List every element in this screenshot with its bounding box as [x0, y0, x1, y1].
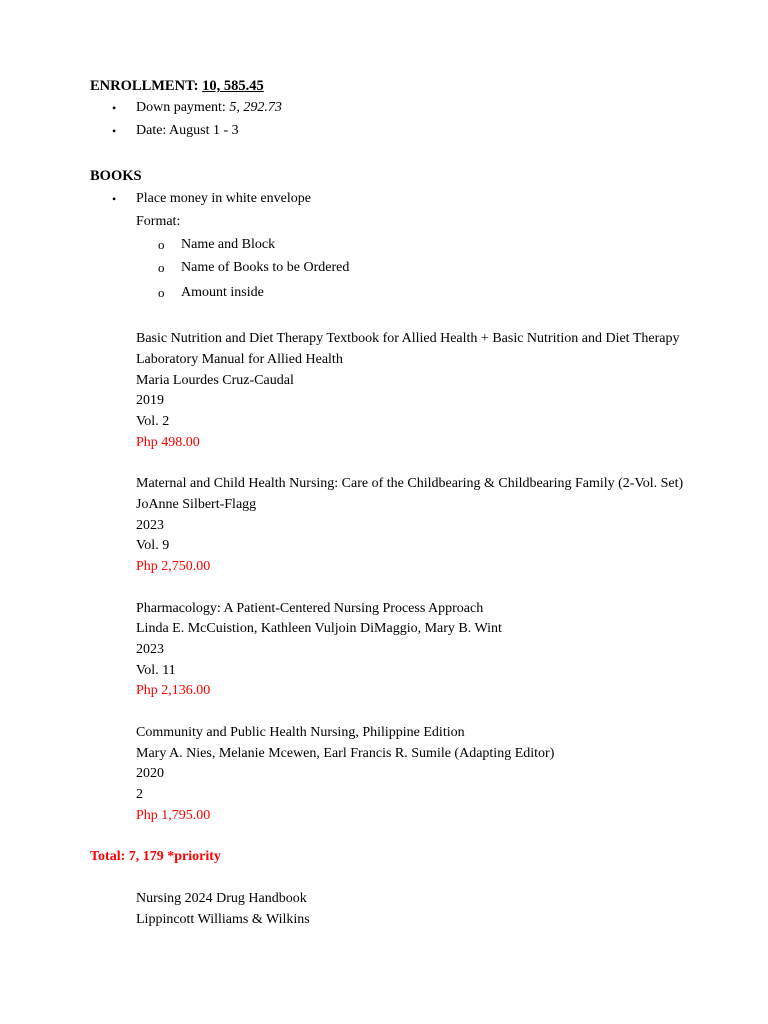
- book-author: JoAnne Silbert-Flagg: [136, 497, 257, 512]
- book-year: 2019: [136, 393, 164, 408]
- book-price: Php 1,795.00: [136, 808, 211, 823]
- bullet-icon: •: [112, 124, 117, 138]
- book-title: Nursing 2024 Drug Handbook: [136, 891, 307, 906]
- enrollment-amount: 10, 585.45: [202, 78, 264, 94]
- circle-bullet-icon: o: [158, 285, 165, 300]
- down-payment-value: 5, 292.73: [229, 100, 282, 115]
- enrollment-heading: [90, 77, 264, 95]
- format-label: Format:: [136, 214, 181, 229]
- format-item: Name and Block: [181, 237, 276, 252]
- book-title-continued: Laboratory Manual for Allied Health: [136, 352, 343, 367]
- book-year: 2023: [136, 518, 164, 533]
- book-publisher: Lippincott Williams & Wilkins: [136, 912, 310, 927]
- book-title: Community and Public Health Nursing, Philippine Edition: [136, 725, 465, 740]
- format-item: Amount inside: [181, 285, 264, 300]
- book-title: Pharmacology: A Patient-Centered Nursing Process Approach: [136, 601, 484, 616]
- book-author: Mary A. Nies, Melanie Mcewen, Earl Francis R. Sumile (Adapting Editor): [136, 746, 555, 761]
- book-price: Php 498.00: [136, 435, 200, 450]
- books-instruction: Place money in white envelope: [136, 191, 311, 206]
- enrollment-date: Date: August 1 - 3: [136, 123, 239, 138]
- book-author: Maria Lourdes Cruz-Caudal: [136, 373, 294, 388]
- enrollment-label: ENROLLMENT:: [90, 78, 199, 94]
- book-price: Php 2,136.00: [136, 683, 211, 698]
- book-author: Linda E. McCuistion, Kathleen Vuljoin DiMaggio, Mary B. Wint: [136, 621, 502, 636]
- total-line: Total: 7, 179 *priority: [90, 849, 221, 864]
- book-volume: Vol. 9: [136, 538, 170, 553]
- book-price: Php 2,750.00: [136, 559, 211, 574]
- circle-bullet-icon: o: [158, 260, 165, 275]
- book-title: Maternal and Child Health Nursing: Care of the Childbearing & Childbearing Family (2-Vol. Set): [136, 476, 684, 491]
- circle-bullet-icon: o: [158, 237, 165, 252]
- book-volume: 2: [136, 787, 143, 802]
- book-volume: Vol. 11: [136, 663, 176, 678]
- bullet-icon: •: [112, 101, 117, 115]
- books-heading: BOOKS: [90, 168, 142, 184]
- book-title: Basic Nutrition and Diet Therapy Textbook for Allied Health + Basic Nutrition and Diet Therapy: [136, 331, 680, 346]
- book-volume: Vol. 2: [136, 414, 170, 429]
- down-payment-label: Down payment:: [136, 100, 226, 115]
- format-item: Name of Books to be Ordered: [181, 260, 350, 275]
- down-payment-line: [136, 99, 282, 117]
- bullet-icon: •: [112, 192, 117, 206]
- book-year: 2020: [136, 766, 164, 781]
- book-year: 2023: [136, 642, 164, 657]
